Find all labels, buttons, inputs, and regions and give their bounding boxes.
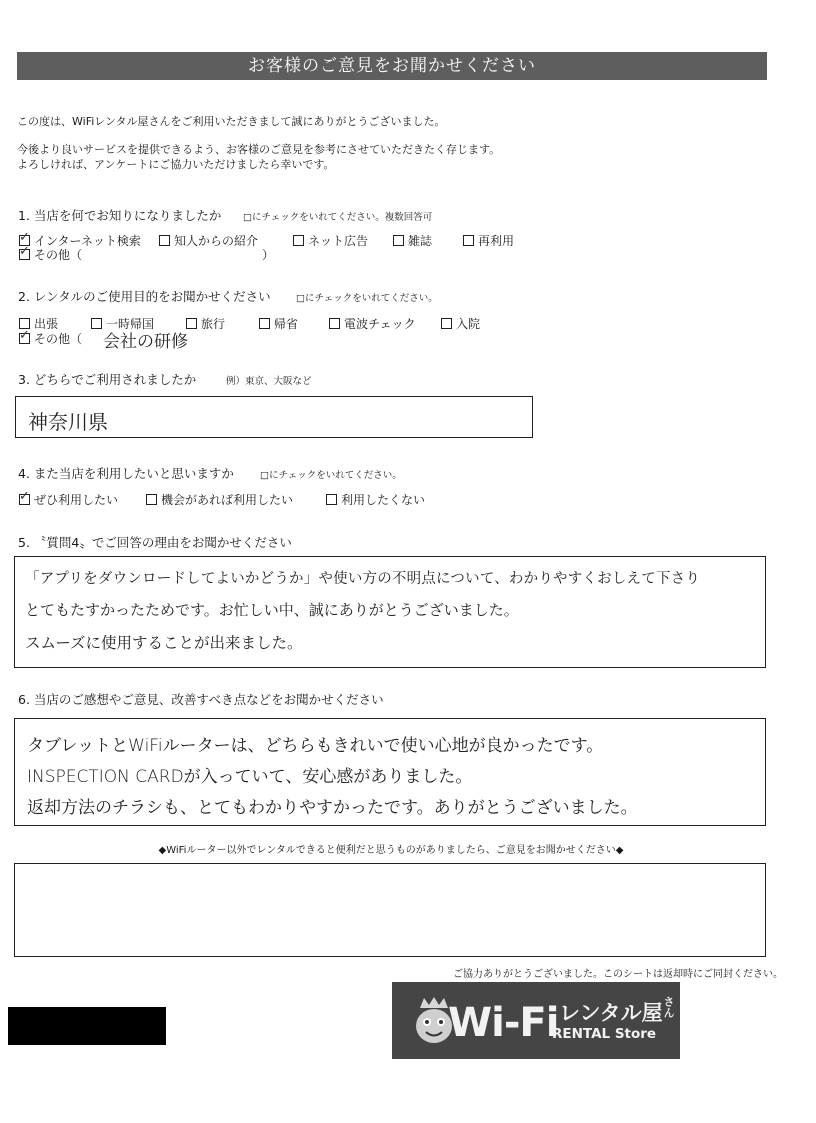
checkbox-icon[interactable] [329,318,340,329]
checkbox-icon[interactable] [159,235,170,246]
q2-title: 2. レンタルのご使用目的をお聞かせください [18,289,271,304]
checkbox-icon[interactable] [393,235,404,246]
checkbox-icon[interactable] [463,235,474,246]
q5-answer-box[interactable] [14,556,766,668]
redacted-block [8,1007,166,1045]
q7-title: ◆WiFiルーター以外でレンタルできると便利だと思うものがありましたら、ご意見をお聞かせください◆ [158,845,624,856]
q6-answer-line-1: タブレットとWiFiルーターは、どちらもきれいで使い心地が良かったです。 [27,736,604,756]
q2-option-hospital[interactable]: 入院 [441,315,480,332]
q2-option-homecoming[interactable]: 帰省 [259,315,298,332]
q6-answer-line-3: 返却方法のチラシも、とてもわかりやすかったです。ありがとうございました。 [27,798,638,818]
q1-other-close: ） [262,248,275,262]
survey-title: お客様のご意見をお聞かせください [17,52,767,80]
q3-title: 3. どちらでご利用されましたか [18,372,197,387]
logo-rental-ya-text: レンタル屋 [559,1001,663,1025]
q1-option-net-ad[interactable]: ネット広告 [293,232,368,249]
q2-option-other[interactable]: ✓ その他（ [19,330,82,347]
q1-note: □にチェックをいれてください。複数回答可 [243,212,433,223]
q2-option-temporary-return[interactable]: 一時帰国 [91,315,154,332]
intro-line-2: 今後より良いサービスを提供できるよう、お客様のご意見を参考にさせていただきたく存じます。 [17,143,501,156]
q2-other-answer[interactable]: 会社の研修 [103,332,188,352]
q1-option-referral[interactable]: 知人からの紹介 [159,232,258,249]
q4-title: 4. また当店を利用したいと思いますか [18,466,234,481]
logo-wifi-text: Wi-Fi [448,1000,559,1046]
q3-example: 例）東京、大阪など [226,376,312,387]
checkbox-icon[interactable] [259,318,270,329]
intro-line-3: よろしければ、アンケートにご協力いただけましたら幸いです。 [17,158,335,171]
checkbox-icon[interactable] [19,249,30,260]
q1-option-magazine[interactable]: 雑誌 [393,232,432,249]
q7-answer-box[interactable] [14,863,766,957]
checkbox-icon[interactable] [326,494,337,505]
q2-option-signal-check[interactable]: 電波チェック [329,315,416,332]
checkbox-icon[interactable] [146,494,157,505]
q6-answer-box[interactable] [14,718,766,826]
q4-option-no[interactable]: 利用したくない [326,491,425,508]
q1-title: 1. 当店を何でお知りになりましたか [18,208,222,223]
q5-answer-line-1: 「アプリをダウンロードしてよいかどうか」や使い方の不明点について、わかりやすくおしえて下さり [25,571,701,587]
q4-option-if-chance[interactable]: 機会があれば利用したい [146,491,293,508]
checkbox-icon[interactable] [293,235,304,246]
q1-option-reuse[interactable]: 再利用 [463,232,514,249]
q2-option-travel[interactable]: 旅行 [186,315,225,332]
q1-option-internet-search[interactable]: ✓ インターネット検索 [19,232,141,249]
q1-option-other[interactable]: ✓ その他（ [19,246,82,263]
wifi-rental-logo [392,982,680,1059]
q5-answer-line-2: とてもたすかったためです。お忙しい中、誠にありがとうございました。 [25,601,519,619]
q3-answer: 神奈川県 [28,410,108,434]
q2-option-business-trip[interactable]: 出張 [19,315,58,332]
q3-answer-box[interactable] [15,396,533,438]
q6-answer-line-2: INSPECTION CARDが入っていて、安心感がありました。 [27,767,473,787]
checkbox-icon[interactable] [91,318,102,329]
q6-title: 6. 当店のご感想やご意見、改善すべき点などをお聞かせください [18,692,384,707]
q5-title: 5. 〝質問4〟でご回答の理由をお聞かせください [18,535,292,550]
intro-line-1: この度は、WiFiレンタル屋さんをご利用いただきまして誠にありがとうございました。 [17,115,446,128]
footer-thanks: ご協力ありがとうございました。このシートは返却時にご同封ください。 [453,969,783,980]
q2-note: □にチェックをいれてください。 [296,293,438,304]
checkbox-icon[interactable] [19,333,30,344]
logo-san-text: さん [662,996,675,1018]
checkbox-icon[interactable] [19,494,30,505]
checkbox-icon[interactable] [441,318,452,329]
q5-answer-line-3: スムーズに使用することが出来ました。 [25,634,303,652]
logo-rental-store-text: RENTAL Store [552,1026,657,1042]
q4-option-definitely[interactable]: ✓ ぜひ利用したい [19,491,118,508]
q4-note: □にチェックをいれてください。 [260,470,402,481]
